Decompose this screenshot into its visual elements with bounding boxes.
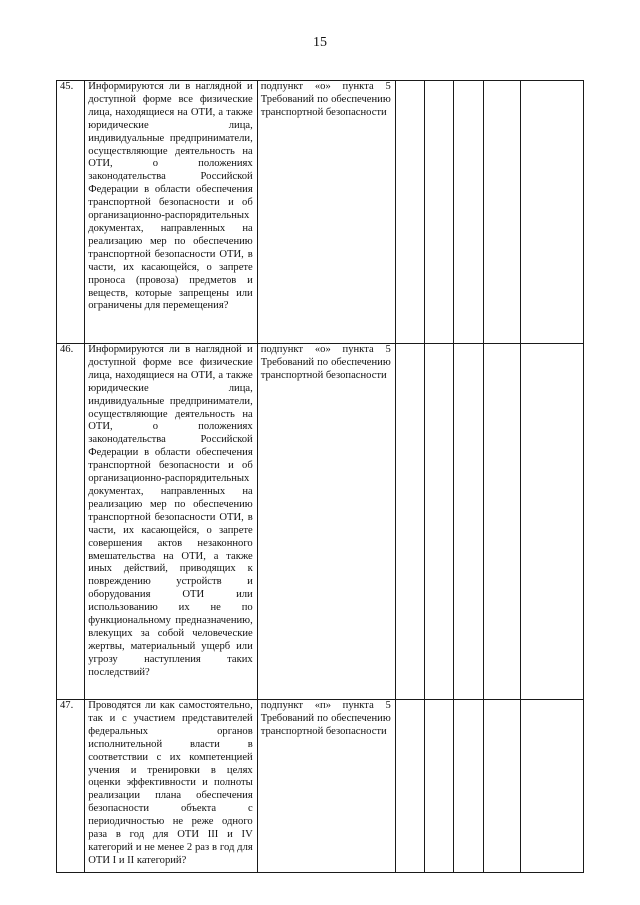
legal-reference: подпункт «о» пункта 5 Требований по обеспечению транспортной безопасности: [257, 344, 395, 700]
question-text: Информируются ли в наглядной и доступной форме все физические лица, находящиеся на ОТИ, а также юридические лица, индивидуальные предприниматели, осуществляющие деятельность на ОТИ, о положениях законодательства Российской Федерации в области обеспечения транспортной безопасности и об организационно-распорядительных документах, направленных на реализацию мер по обеспечению транспортной безопасности ОТИ, в части, их касающейся, о запрете совершения актов незаконного вмешательства на ОТИ, а также иных действий, приводящих к повреждению устройств и оборудования ОТИ или использованию их не по функциональному предназначению, влекущих за собой человеческие жертвы, материальный ущерб или угрозу наступления таких последствий?: [85, 344, 258, 700]
answer-extra-cell: [483, 700, 521, 873]
answer-no-cell: [425, 344, 454, 700]
notes-cell: [521, 81, 584, 344]
legal-reference: подпункт «п» пункта 5 Требований по обеспечению транспортной безопасности: [257, 700, 395, 873]
row-number: 46.: [57, 344, 85, 700]
page-number: 15: [313, 35, 327, 50]
answer-yes-cell: [395, 81, 424, 344]
answer-no-cell: [425, 700, 454, 873]
answer-yes-cell: [395, 344, 424, 700]
table-row: [57, 81, 584, 344]
answer-na-cell: [454, 81, 483, 344]
answer-na-cell: [454, 344, 483, 700]
question-text: Информируются ли в наглядной и доступной форме все физические лица, находящиеся на ОТИ, а также юридические лица, индивидуальные предприниматели, осуществляющие деятельность на ОТИ, о положениях законодательства Российской Федерации в области обеспечения транспортной безопасности и об организационно-распорядительных документах, направленных на реализацию мер по обеспечению транспортной безопасности ОТИ, в части, их касающейся, о запрете проноса (провоза) предметов и веществ, которые запрещены или ограничены для перемещения?: [85, 81, 258, 344]
notes-cell: [521, 700, 584, 873]
legal-reference: подпункт «о» пункта 5 Требований по обеспечению транспортной безопасности: [257, 81, 395, 344]
table-row: [57, 700, 584, 873]
answer-extra-cell: [483, 344, 521, 700]
answer-extra-cell: [483, 81, 521, 344]
row-number: 47.: [57, 700, 85, 873]
checklist-table: [56, 80, 584, 873]
table-row: [57, 344, 584, 700]
answer-na-cell: [454, 700, 483, 873]
answer-yes-cell: [395, 700, 424, 873]
answer-no-cell: [425, 81, 454, 344]
notes-cell: [521, 344, 584, 700]
question-text: Проводятся ли как самостоятельно, так и с участием представителей федеральных органов исполнительной власти в соответствии с их компетенцией учения и тренировки в целях оценки эффективности и полноты реализации плана обеспечения безопасности объекта с периодичностью не реже одного раза в год для ОТИ III и IV категорий и не менее 2 раз в год для ОТИ I и II категорий?: [85, 700, 258, 873]
row-number: 45.: [57, 81, 85, 344]
